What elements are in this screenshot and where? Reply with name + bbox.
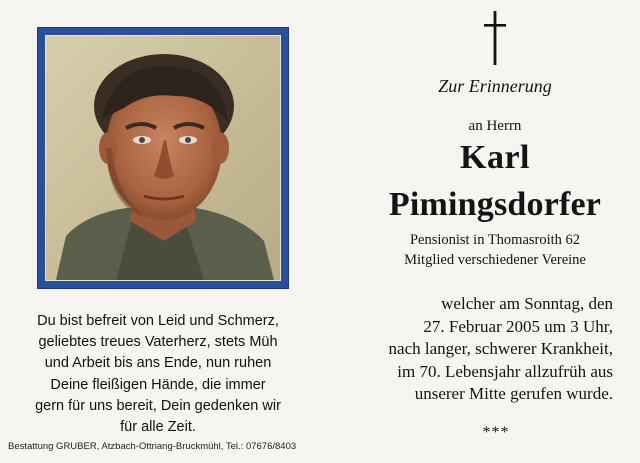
last-name: Pimingsdorfer xyxy=(388,186,602,223)
memory-line: Zur Erinnerung xyxy=(438,76,552,96)
membership-line: Mitglied verschiedener Vereine xyxy=(404,252,586,268)
cross-icon xyxy=(481,9,509,67)
subtitle xyxy=(380,230,610,270)
notice-line: im 70. Lebensjahr allzufrüh aus xyxy=(397,361,613,381)
poem-line: gern für uns bereit, Dein gedenken wir xyxy=(35,397,281,414)
notice-line: unserer Mitte gerufen wurde. xyxy=(414,384,613,404)
notice-line: nach langer, schwerer Krankheit, xyxy=(388,339,613,359)
ornament: *** xyxy=(482,424,510,441)
funeral-home-footer: Bestattung GRUBER, Atzbach-Ottnang-Bruckmühl, Tel.: 07676/8403 xyxy=(8,441,297,452)
portrait-photo xyxy=(45,35,281,281)
occupation-line: Pensionist in Thomasroith 62 xyxy=(409,232,581,248)
poem-line: Deine fleißigen Hände, die immer xyxy=(50,376,266,393)
portrait-image xyxy=(46,36,280,280)
poem-line: für alle Zeit. xyxy=(120,419,196,436)
poem-line: geliebtes treues Vaterherz, stets Müh xyxy=(38,334,278,351)
honorific: an Herrn xyxy=(468,118,522,134)
portrait-frame xyxy=(37,27,289,289)
poem-line: und Arbeit bis ans Ende, nun ruhen xyxy=(44,355,272,372)
poem-line: Du bist befreit von Leid und Schmerz, xyxy=(37,313,279,329)
poem xyxy=(8,311,308,438)
death-notice-text xyxy=(357,293,613,406)
notice-line: 27. Februar 2005 um 3 Uhr, xyxy=(423,316,613,336)
first-name: Karl xyxy=(460,139,530,176)
notice-line: welcher am Sonntag, den xyxy=(441,294,613,313)
